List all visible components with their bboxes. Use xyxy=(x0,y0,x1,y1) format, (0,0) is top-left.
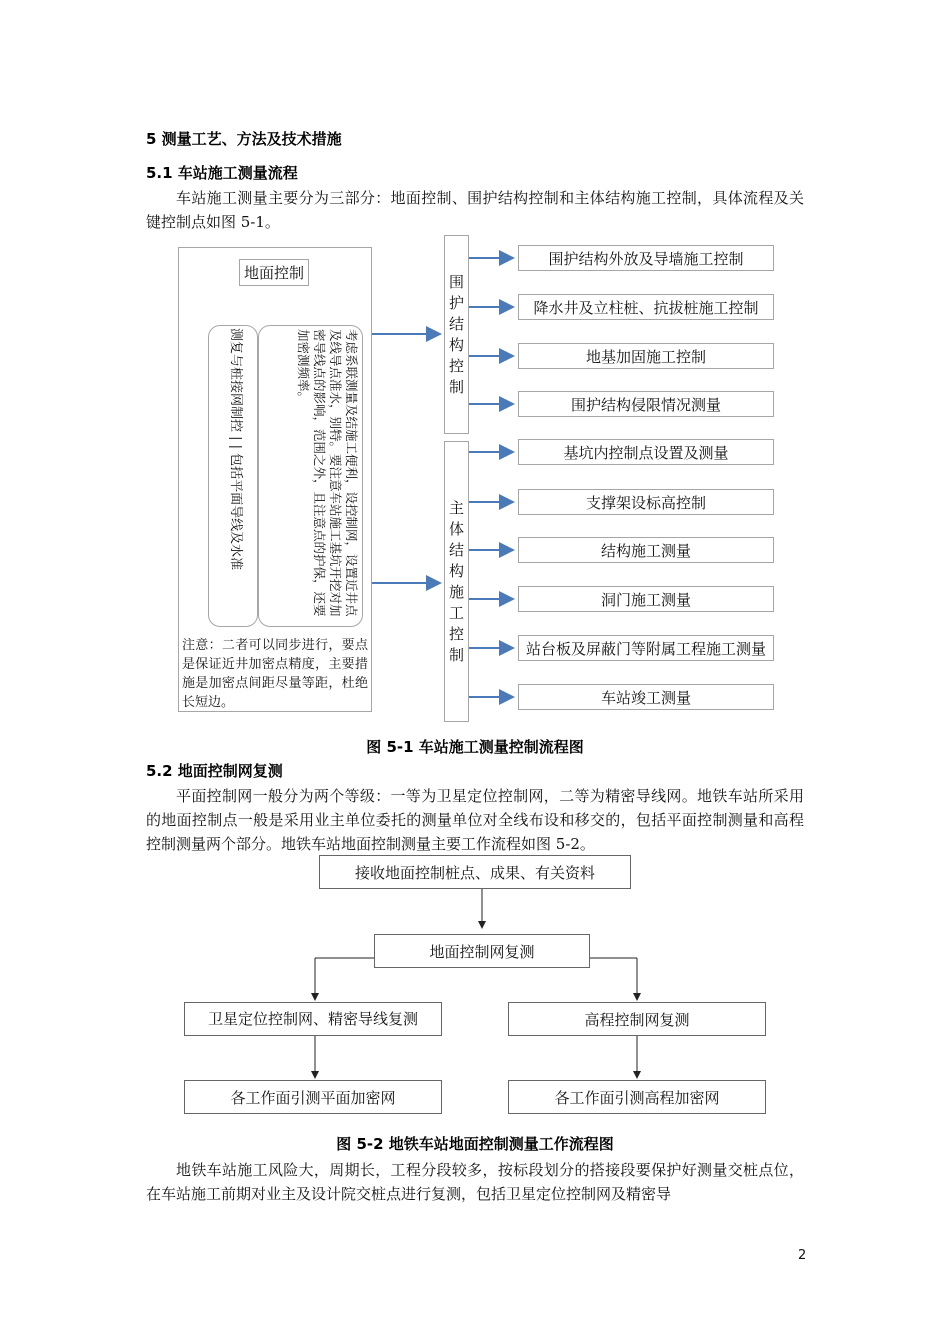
main-item-6: 车站竣工测量 xyxy=(518,684,774,710)
main-structure-group-box xyxy=(444,441,469,722)
page-number: 2 xyxy=(798,1248,807,1263)
subsection-5-1-heading: 5.1 车站施工测量流程 xyxy=(146,164,298,182)
fig2-left2-box: 各工作面引测平面加密网 xyxy=(184,1080,442,1114)
retaining-group-box xyxy=(444,235,469,434)
paragraph-5-1: 车站施工测量主要分为三部分：地面控制、围护结构控制和主体结构施工控制，具体流程及关键控制点如图 5-1。 xyxy=(146,189,804,231)
ground-control-box: 地面控制 xyxy=(239,259,309,286)
subsection-5-2-heading: 5.2 地面控制网复测 xyxy=(146,762,283,780)
retaining-item-4: 围护结构侵限情况测量 xyxy=(518,391,774,417)
main-item-2: 支撑架设标高控制 xyxy=(518,489,774,515)
figure-5-2-caption: 图 5-2 地铁车站地面控制测量工作流程图 xyxy=(336,1135,614,1153)
main-structure-label: 主体结构施工控制 xyxy=(448,498,464,664)
fig2-right1-box: 高程控制网复测 xyxy=(508,1002,766,1036)
fig2-middle-box: 地面控制网复测 xyxy=(374,934,590,968)
figure-5-1-caption: 图 5-1 车站施工测量控制流程图 xyxy=(366,738,584,756)
fig2-right2-box: 各工作面引测高程加密网 xyxy=(508,1080,766,1114)
retaining-item-3: 地基加固施工控制 xyxy=(518,343,774,369)
fig2-left1-box xyxy=(184,1002,442,1036)
fig2-top-box: 接收地面控制桩点、成果、有关资料 xyxy=(319,855,631,889)
paragraph-5-2: 平面控制网一般分为两个等级：一等为卫星定位控制网，二等为精密导线网。地铁车站所采用的地面控制点一般是采用业主单位委托的测量单位对全线布设和移交的，包括平面控制测量和高程控制测量两个部分。地铁车站地面控制测量主要工作流程如图 5-2。 xyxy=(146,787,804,853)
ground-col2-text: 考虑系联测量及结施工便利，设控制网，设置近井点及线导点准水，别特。要注意车站施工基坑开挖对加密导线点的影响，范围之外，且注意点的护保，还要加密测频率。 xyxy=(296,329,359,617)
main-item-3: 结构施工测量 xyxy=(518,537,774,563)
section-heading: 5 测量工艺、方法及技术措施 xyxy=(146,130,342,148)
fig2-left1-text: 卫星定位控制网、精密导线复测 xyxy=(207,1010,418,1028)
paragraph-5-3: 地铁车站施工风险大，周期长，工程分段较多，按标段划分的搭接段要保护好测量交桩点位，在车站施工前期对业主及设计院交桩点进行复测，包括卫星定位控制网及精密导 xyxy=(146,1161,804,1203)
main-item-1: 基坑内控制点设置及测量 xyxy=(518,439,774,465)
ground-col1-box xyxy=(208,325,258,627)
retaining-label: 围护结构控制 xyxy=(448,272,464,396)
retaining-item-2: 降水井及立柱桩、抗拔桩施工控制 xyxy=(518,294,774,320)
ground-col2-box xyxy=(258,325,363,627)
ground-col1-text: 测复与桩接网制控 | | 包括平面导线及水准 xyxy=(228,328,243,571)
main-item-4: 洞门施工测量 xyxy=(518,586,774,612)
ground-note: 注意：二者可以同步进行，要点是保证近井加密点精度，主要措施是加密点间距尽量等距，杜绝长短边。 xyxy=(182,638,368,710)
main-item-5: 站台板及屏蔽门等附属工程施工测量 xyxy=(518,635,774,661)
retaining-item-1: 围护结构外放及导墙施工控制 xyxy=(518,245,774,271)
